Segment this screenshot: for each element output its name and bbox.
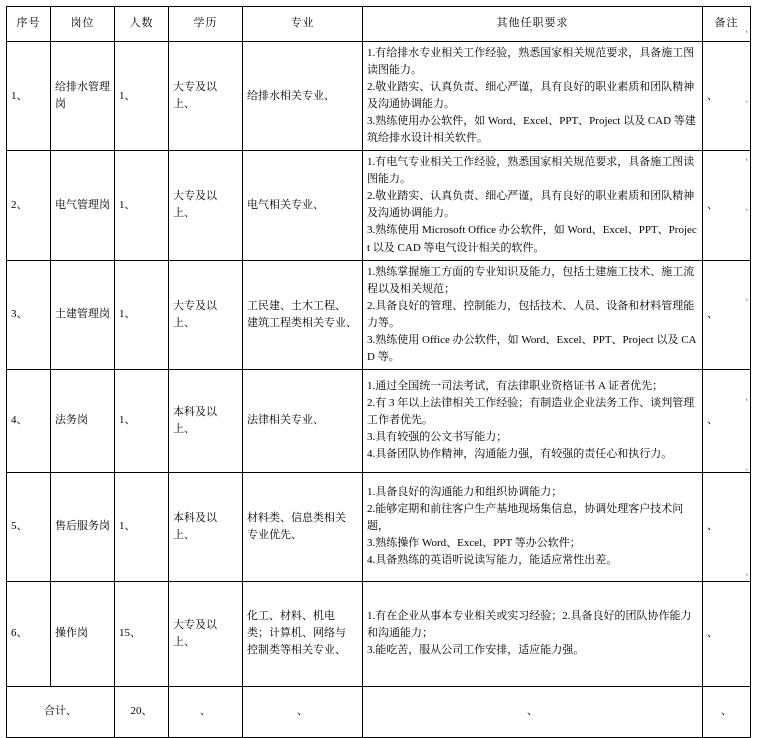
- edge-mark: 、: [744, 152, 754, 162]
- cell-remark: 、: [703, 472, 751, 581]
- cell-requirements: [363, 260, 703, 369]
- cell-count: 1、: [115, 369, 169, 472]
- table-row: [7, 369, 751, 472]
- edge-mark: 、: [744, 462, 754, 472]
- cell-requirements: [363, 581, 703, 686]
- cell-post: 法务岗: [51, 369, 115, 472]
- cell-count: 1、: [115, 260, 169, 369]
- edge-mark: 、: [744, 567, 754, 577]
- cell-count: 1、: [115, 472, 169, 581]
- requirement-line: 3.熟练使用 Office 办公软件，如 Word、Excel、PPT、Project 以及 CAD 等。: [367, 333, 697, 363]
- cell-remark: 、: [703, 369, 751, 472]
- cell-major: [243, 260, 363, 369]
- major-line: 类；计算机、网络与: [247, 627, 346, 640]
- major-line: 建筑工程类相关专业、: [247, 316, 357, 329]
- total-count: 20、: [115, 686, 169, 737]
- cell-remark: 、: [703, 260, 751, 369]
- requirement-line: 1.有电气专业相关工作经验，熟悉国家相关规范要求，具备施工图读图能力。: [367, 156, 695, 186]
- requirement-line: 4.具备熟练的英语听说读写能力，能适应常性出差。: [367, 554, 618, 567]
- table-row: [7, 581, 751, 686]
- table-row: [7, 472, 751, 581]
- requirement-line: 1.通过全国统一司法考试，有法律职业资格证书 A 证者优先；: [367, 380, 664, 393]
- header-cell-education: 学历: [169, 7, 243, 42]
- cell-major: [243, 472, 363, 581]
- table-body: [7, 42, 751, 738]
- header-cell-major: 专业: [243, 7, 363, 42]
- header-cell-post: 岗位: [51, 7, 115, 42]
- major-line: 控制类等相关专业、: [247, 644, 346, 657]
- major-line: 工民建、土木工程、: [247, 299, 346, 312]
- total-education: 、: [169, 686, 243, 737]
- cell-remark: 、: [703, 581, 751, 686]
- cell-remark: 、: [703, 42, 751, 151]
- edge-mark: 、: [744, 94, 754, 104]
- cell-major: [243, 151, 363, 260]
- cell-post: 操作岗: [51, 581, 115, 686]
- cell-post: 给排水管理岗: [51, 42, 115, 151]
- cell-requirements: [363, 472, 703, 581]
- cell-major: [243, 581, 363, 686]
- cell-no: 1、: [7, 42, 51, 151]
- major-line: 专业优先、: [247, 528, 302, 541]
- major-line: 给排水相关专业、: [247, 89, 335, 102]
- total-major: 、: [243, 686, 363, 737]
- requirement-line: 1.熟练掌握施工方面的专业知识及能力，包括土建施工技术、施工流程以及相关规范；: [367, 265, 695, 295]
- table-row: [7, 42, 751, 151]
- header-cell-requirements: 其他任职要求: [363, 7, 703, 42]
- requirement-line: 3.熟练使用 Microsoft Office 办公软件，如 Word、Excel、PPT、Project 以及 CAD 等电气设计相关的软件。: [367, 224, 697, 254]
- cell-no: 4、: [7, 369, 51, 472]
- cell-post: 电气管理岗: [51, 151, 115, 260]
- cell-no: 2、: [7, 151, 51, 260]
- major-line: 法律相关专业、: [247, 414, 324, 427]
- cell-education: 大专及以上、: [169, 260, 243, 369]
- table-row: [7, 260, 751, 369]
- cell-major: [243, 369, 363, 472]
- requirement-line: 2.敬业踏实、认真负责、细心严谨，具有良好的职业素质和团队精神及沟通协调能力。: [367, 81, 695, 111]
- cell-no: 3、: [7, 260, 51, 369]
- cell-requirements: [363, 369, 703, 472]
- cell-count: 1、: [115, 151, 169, 260]
- table-header: [7, 7, 751, 42]
- table-row-total: [7, 686, 751, 737]
- cell-education: 大专及以上、: [169, 151, 243, 260]
- cell-requirements: [363, 42, 703, 151]
- header-cell-remark: 备注: [703, 7, 751, 42]
- cell-education: 本科及以上、: [169, 472, 243, 581]
- requirement-line: 2.具备良好的管理、控制能力，包括技术、人员、设备和材料管理能力等。: [367, 299, 695, 329]
- requirement-line: 1.有在企业从事本专业相关或实习经验；2.具备良好的团队协作能力和沟通能力；: [367, 610, 692, 640]
- recruitment-table: [6, 6, 751, 738]
- header-row: [7, 7, 751, 42]
- major-line: 材料类、信息类相关: [247, 511, 346, 524]
- cell-education: 本科及以上、: [169, 369, 243, 472]
- total-requirements: 、: [363, 686, 703, 737]
- cell-no: 6、: [7, 581, 51, 686]
- cell-no: 5、: [7, 472, 51, 581]
- edge-mark: 、: [744, 24, 754, 34]
- cell-major: [243, 42, 363, 151]
- major-line: 电气相关专业、: [247, 198, 324, 211]
- requirement-line: 3.熟练操作 Word、Excel、PPT 等办公软件；: [367, 537, 581, 550]
- total-remark: 、: [703, 686, 751, 737]
- header-cell-count: 人数: [115, 7, 169, 42]
- major-line: 化工、材料、机电: [247, 610, 335, 623]
- cell-count: 1、: [115, 42, 169, 151]
- requirement-line: 2.有 3 年以上法律相关工作经验；有制造业企业法务工作、谈判管理工作者优先。: [367, 397, 695, 427]
- cell-education: 大专及以上、: [169, 42, 243, 151]
- requirement-line: 2.能够定期和前往客户生产基地现场集信息，协调处理客户技术问题，: [367, 503, 684, 533]
- requirement-line: 3.具有较强的公文书写能力；: [367, 431, 508, 444]
- total-label: 合计、: [7, 686, 115, 737]
- edge-mark: 、: [744, 392, 754, 402]
- edge-mark: 、: [744, 202, 754, 212]
- header-cell-no: 序号: [7, 7, 51, 42]
- requirement-line: 3.能吃苦，服从公司工作安排，适应能力强。: [367, 644, 585, 657]
- cell-count: 15、: [115, 581, 169, 686]
- edge-mark: 、: [744, 292, 754, 302]
- table-row: [7, 151, 751, 260]
- requirement-line: 4.具备团队协作精神，沟通能力强，有较强的责任心和执行力。: [367, 448, 673, 461]
- requirement-line: 1.具备良好的沟通能力和组织协调能力；: [367, 486, 563, 499]
- requirement-line: 2.敬业踏实、认真负责、细心严谨，具有良好的职业素质和团队精神及沟通协调能力。: [367, 190, 695, 220]
- cell-education: 大专及以上、: [169, 581, 243, 686]
- requirement-line: 1.有给排水专业相关工作经验，熟悉国家相关规范要求，具备施工图读图能力。: [367, 47, 695, 77]
- cell-post: 售后服务岗: [51, 472, 115, 581]
- cell-requirements: [363, 151, 703, 260]
- cell-post: 土建管理岗: [51, 260, 115, 369]
- cell-remark: 、: [703, 151, 751, 260]
- requirement-line: 3.熟练使用办公软件，如 Word、Excel、PPT、Project 以及 CAD 等建筑给排水设计相关软件。: [367, 115, 696, 145]
